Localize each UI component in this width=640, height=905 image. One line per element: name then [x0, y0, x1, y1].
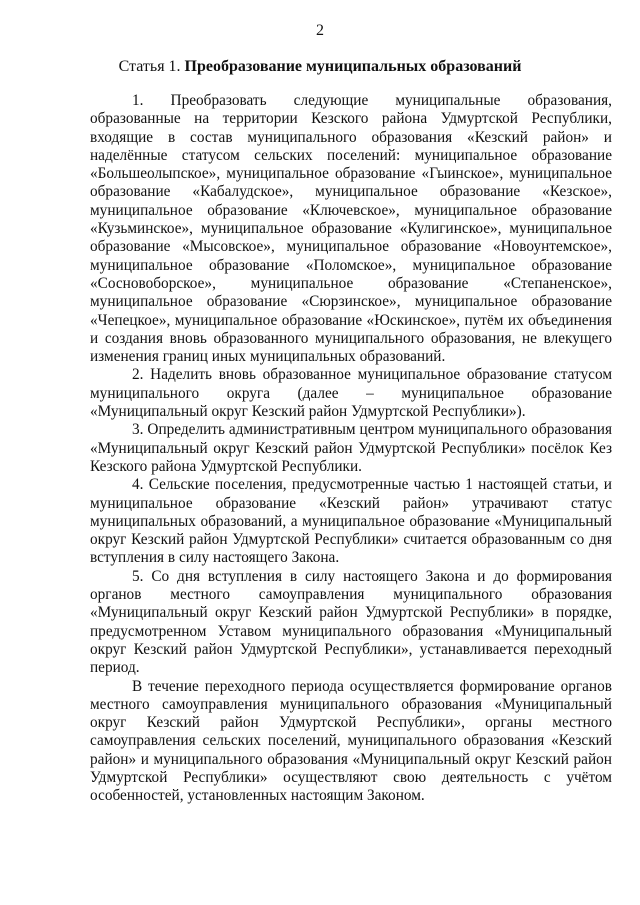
page-number: 2	[316, 22, 324, 39]
article-prefix: Статья 1.	[118, 58, 181, 75]
paragraph-2: 2. Наделить вновь образованное муниципальное образование статусом муниципального округа (далее – муниципальное образование «Муниципальный округ Кезский район Удмуртской Республики»).	[90, 366, 612, 421]
article-body	[90, 92, 612, 806]
paragraph-4: 4. Сельские поселения, предусмотренные частью 1 настоящей статьи, и муниципальное образование «Кезский район» утрачивают статус муниципальных образований, а муниципальное образование «Муниципальный округ Кезский район Удмуртской Республики» считается образованным со дня вступления в силу настоящего Закона.	[90, 476, 612, 567]
article-title: Преобразование муниципальных образований	[184, 58, 522, 75]
paragraph-3: 3. Определить административным центром муниципального образования «Муниципальный округ Кезский район Удмуртской Республики» посёлок Кез Кезского района Удмуртской Республики.	[90, 421, 612, 475]
paragraph-5: 5. Со дня вступления в силу настоящего Закона и до формирования органов местного самоуправления муниципального образования «Муниципальный округ Кезский район Удмуртской Республики» в порядке, предусмотренном Уставом муниципального образования «Муниципальный округ Кезский район Удмуртской Республики», устанавливается переходный период.	[90, 567, 612, 677]
paragraph-1: 1. Преобразовать следующие муниципальные образования, образованные на территории Кезского района Удмуртской Республики, входящие в состав муниципального образования «Кезский район» и наделённые статусом сельских поселений: муниципальное образование «Большеолыпское», муниципальное образование «Гыинское», муниципальное образование «Кабалудское», муниципальное образование «Кезское», муниципальное образование «Ключевское», муниципальное образование «Кузьминское», муниципальное образование «Кулигинское», муниципальное образование «Мысовское», муниципальное образование «Новоунтемское», муниципальное образование «Поломское», муниципальное образование «Сосновоборское», муниципальное образование «Степаненское», муниципальное образование «Сюрзинское», муниципальное образование «Чепецкое», муниципальное образование «Юскинское», путём их объединения и создания вновь образованного муниципального образования, не влекущего изменения границ иных муниципальных образований.	[90, 92, 612, 366]
article-heading	[0, 58, 640, 76]
paragraph-6: В течение переходного периода осуществляется формирование органов местного самоуправления муниципального образования «Муниципальный округ Кезский район Удмуртской Республики», органы местного самоуправления сельских поселений, муниципального образования «Кезский район» и муниципального образования «Муниципальный округ Кезский район Удмуртской Республики» осуществляют свою деятельность с учётом особенностей, установленных настоящим Законом.	[90, 677, 612, 805]
